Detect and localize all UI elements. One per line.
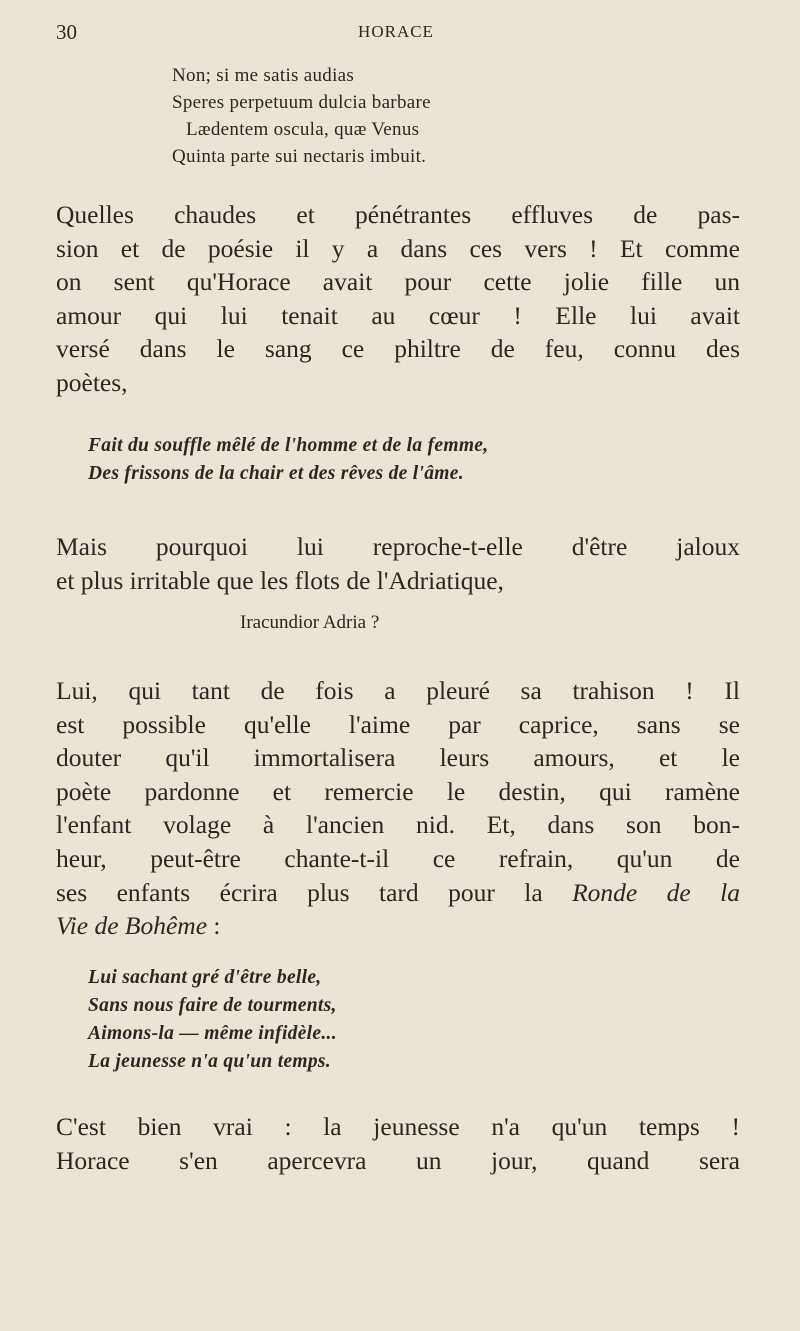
running-title: HORACE — [358, 22, 434, 41]
verse-line: Sans nous faire de tourments, — [88, 995, 337, 1016]
text-line: versé dans le sang ce philtre de feu, connu des — [56, 334, 740, 364]
text-line: C'est bien vrai : la jeunesse n'a qu'un temps ! — [56, 1112, 740, 1141]
work-title: Vie de Bohême — [56, 911, 208, 941]
verse-line: Des frissons de la chair et des rêves de l'âme. — [88, 463, 464, 484]
paragraph-2 — [56, 530, 740, 597]
text-line: douter qu'il immortalisera leurs amours, et le — [56, 743, 740, 773]
text-line: sion et de poésie il y a dans ces vers ! Et comme — [56, 233, 740, 263]
paragraph-1 — [56, 198, 740, 400]
quote-verse-1 — [88, 432, 488, 488]
text-line-with-title — [56, 909, 740, 943]
text-line: poète pardonne et remercie le destin, qui ramène — [56, 776, 740, 806]
paragraph-3 — [56, 674, 740, 943]
text-line: Lui, qui tant de fois a pleuré sa trahison ! Il — [56, 676, 740, 705]
latin-verse — [172, 62, 431, 170]
verse-line: Non; si me satis audias — [172, 65, 355, 86]
text-line-with-title — [56, 876, 740, 910]
verse-line: Speres perpetuum dulcia barbare — [172, 92, 431, 113]
verse-line: La jeunesse n'a qu'un temps. — [88, 1051, 331, 1072]
inline-text: ses enfants écrira plus tard pour la — [56, 877, 543, 907]
page-header — [56, 20, 736, 50]
text-line: est possible qu'elle l'aime par caprice, sans se — [56, 709, 740, 739]
verse-line: Aimons-la — même infidèle... — [88, 1023, 337, 1044]
text-line: on sent qu'Horace avait pour cette jolie fille un — [56, 267, 740, 297]
work-title: Ronde de la — [572, 877, 741, 907]
verse-line: Lædentem oscula, quæ Venus — [186, 119, 420, 140]
verse-line: Quinta parte sui nectaris imbuit. — [172, 146, 427, 167]
quote-verse-2 — [88, 964, 337, 1076]
text-line: heur, peut-être chante-t-il ce refrain, qu'un de — [56, 843, 740, 873]
page-number: 30 — [56, 20, 77, 44]
verse-line: Fait du souffle mêlé de l'homme et de la femme, — [88, 435, 489, 456]
text-line: l'enfant volage à l'ancien nid. Et, dans son bon- — [56, 810, 740, 840]
inline-text: : — [207, 911, 221, 941]
text-line: Quelles chaudes et pénétrantes effluves de pas- — [56, 200, 740, 229]
latin-fragment: Iracundior Adria ? — [240, 612, 380, 633]
paragraph-4 — [56, 1110, 740, 1177]
text-line: amour qui lui tenait au cœur ! Elle lui avait — [56, 300, 740, 330]
text-line: et plus irritable que les flots de l'Adriatique, — [56, 565, 504, 595]
text-line: Mais pourquoi lui reproche-t-elle d'être jaloux — [56, 532, 740, 561]
text-line: Horace s'en apercevra un jour, quand sera — [56, 1145, 740, 1175]
verse-line: Lui sachant gré d'être belle, — [88, 967, 322, 988]
text-line: poètes, — [56, 367, 128, 397]
